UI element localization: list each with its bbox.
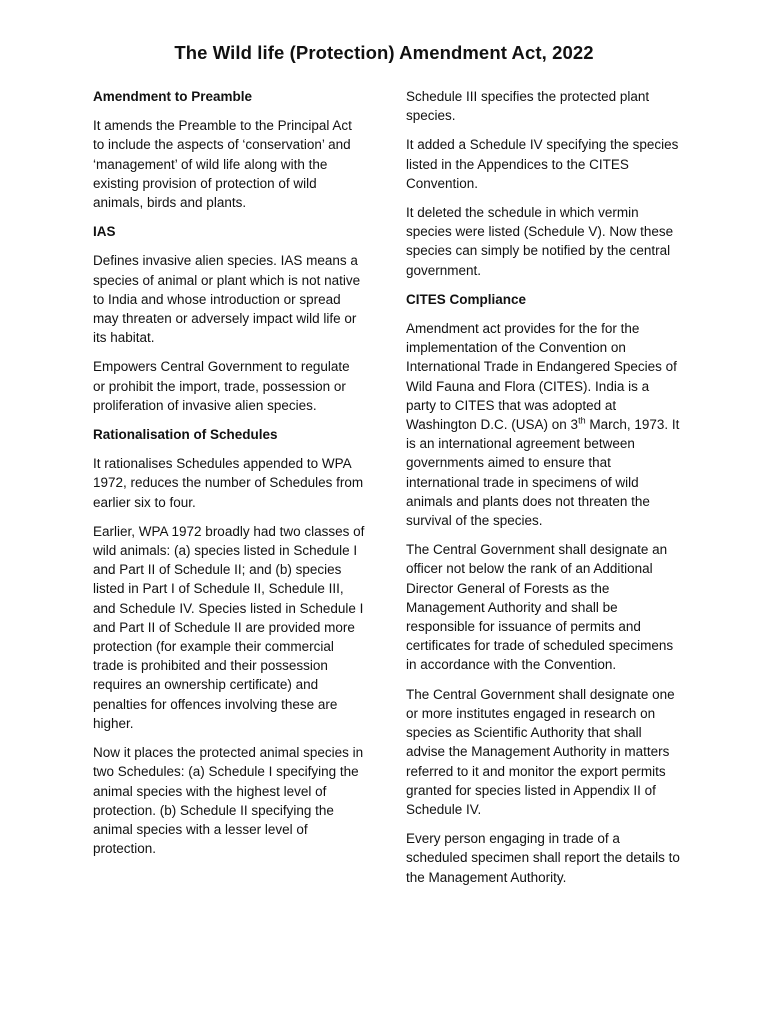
paragraph-schedule-iv: It added a Schedule IV specifying the species listed in the Appendices to the CITES Convention. [406,137,679,191]
paragraph-vermin: It deleted the schedule in which vermin species were listed (Schedule V). Now these species can simply be notified by the central government. [406,205,674,278]
paragraph-schedules-now: Now it places the protected animal species in two Schedules: (a) Schedule I specifying the animal species with the highest level of protection. (b) Schedule II specifying the animal species with a lesser level of protection. [93,745,364,857]
paragraph-ias-definition: Defines invasive alien species. IAS means a species of animal or plant which is not native to India and whose introduction or spread may threaten or adversely impact wild life or its habitat. [93,253,361,346]
paragraph-schedule-iii: Schedule III specifies the protected plant species. [406,89,650,124]
paragraph-ias-empowers: Empowers Central Government to regulate or prohibit the import, trade, possession or proliferation of invasive alien species. [93,359,350,413]
paragraph-cites [406,319,680,530]
paragraph-trade-reporting: Every person engaging in trade of a scheduled specimen shall report the details to the Management Authority. [406,831,680,885]
heading-rationalisation-of-schedules: Rationalisation of Schedules [93,427,278,443]
heading-amendment-to-preamble: Amendment to Preamble [93,89,253,104]
paragraph-schedules-earlier: Earlier, WPA 1972 broadly had two classes of wild animals: (a) species listed in Schedule I and Part II of Schedule II; and (b) species listed in Part I of Schedule II, Schedule III, and Schedule IV. Species listed in Schedule I and Part II of Schedule II are provided more protection (for example their commercial trade is prohibited and their possession requires an ownership certificate) and penalties for offences involving these are higher. [93,523,365,731]
paragraph-schedules-reduction: It rationalises Schedules appended to WPA 1972, reduces the number of Schedules from earlier six to four. [93,456,364,510]
right-column [406,87,680,897]
paragraph-scientific-authority: The Central Government shall designate one or more institutes engaged in research on species as Scientific Authority that shall advise the Management Authority in matters referred to it and monitor the export permits granted for species listed in Appendix II of Schedule IV. [406,686,675,817]
paragraph-management-authority: The Central Government shall designate an officer not below the rank of an Additional Director General of Forests as the Management Authority and shall be responsible for issuance of permits and certificates for trade of scheduled specimens in accordance with the Convention. [406,542,674,673]
document-title: The Wild life (Protection) Amendment Act, 2022 [174,42,594,63]
cites-text-end: March, 1973. It is an international agreement between governments aimed to ensure that international trade in specimens of wild animals and plants does not threaten the survival of the species. [406,417,680,529]
paragraph-preamble: It amends the Preamble to the Principal Act to include the aspects of ‘conservation’ and ‘management’ of wild life along with the existing provision of protection of wild animals, birds and plants. [93,118,352,211]
left-column [93,87,365,868]
heading-ias: IAS [93,224,116,240]
cites-text-start: Amendment act provides for the for the implementation of the Convention on International Trade in Endangered Species of Wild Fauna and Flora (CITES). India is a party to CITES that was adopted at Washington D.C. (USA) on 3 [406,321,677,433]
ordinal-suffix: th [578,415,586,426]
heading-cites-compliance: CITES Compliance [406,291,527,307]
